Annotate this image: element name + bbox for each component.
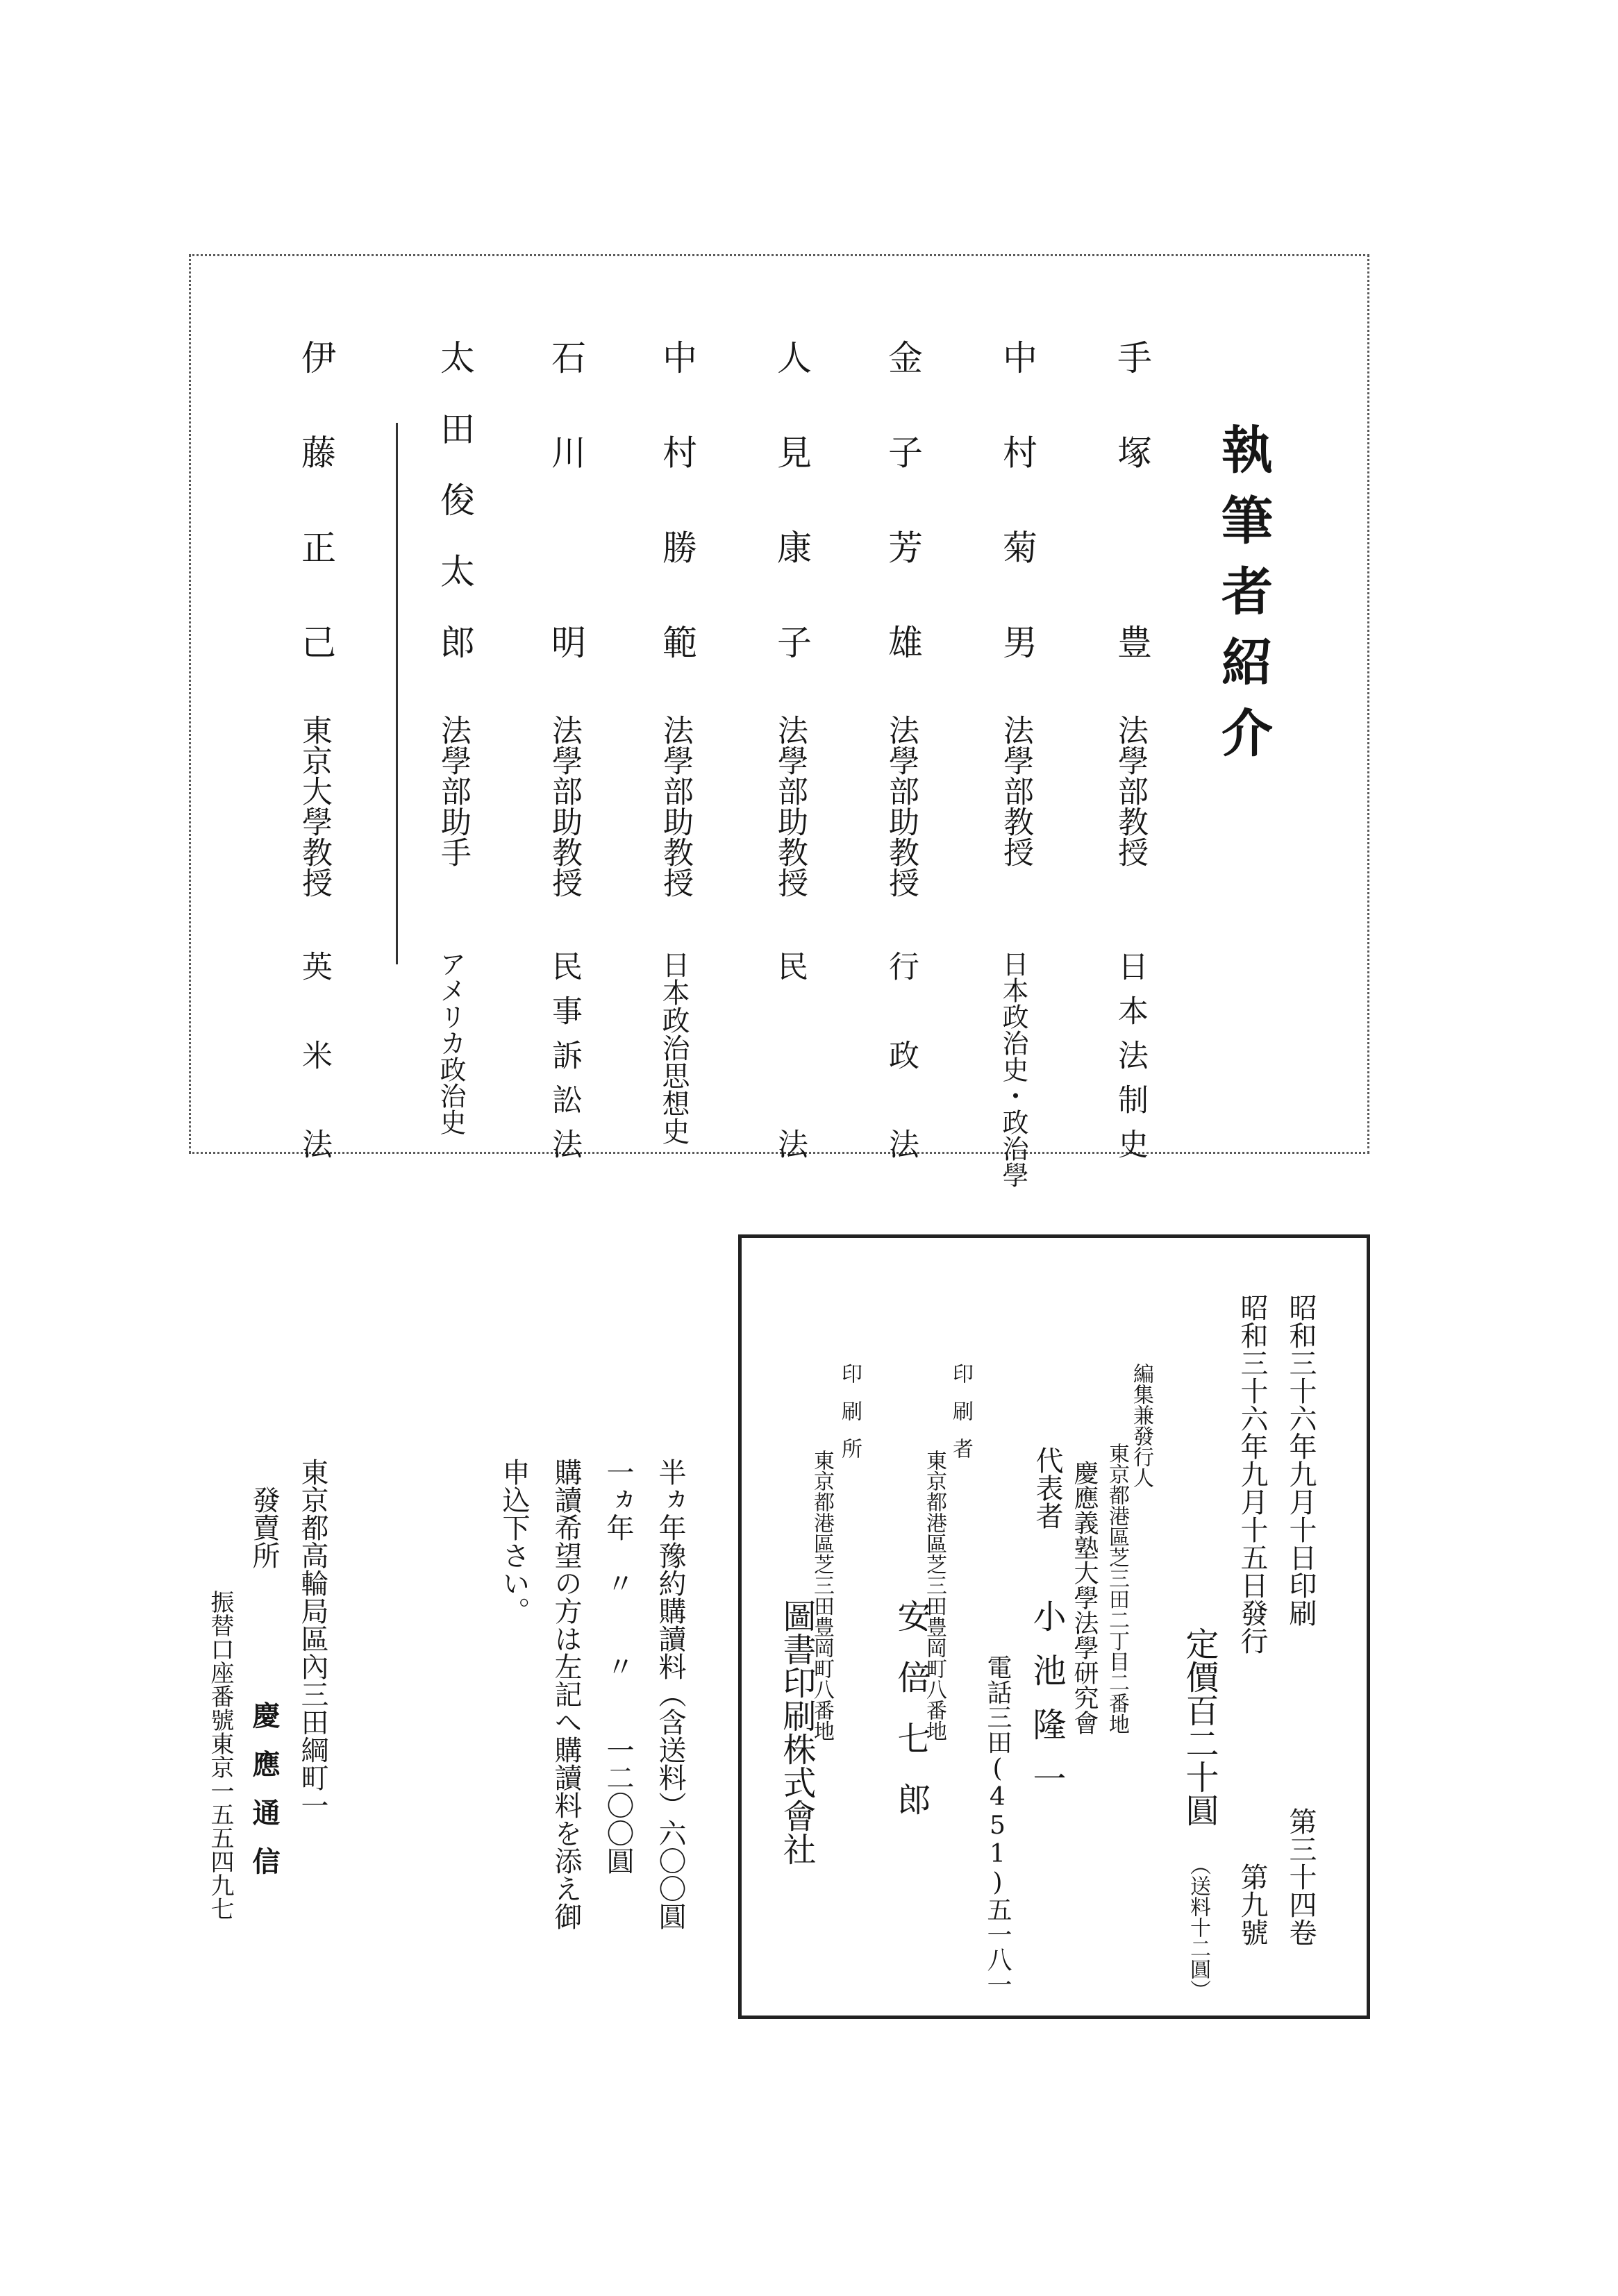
editor-address: 東京都港區芝三田二丁目二番地	[1105, 1443, 1129, 1734]
contributor-entry	[435, 340, 493, 1135]
contributor-rank: 法學部助手	[435, 714, 471, 867]
contributor-name: 金子芳雄	[883, 340, 923, 659]
contributor-field: 日本政治史・政治學	[998, 950, 1028, 1188]
contributor-field: 民事訴訟法	[547, 950, 582, 1159]
price: 定價百二十圓	[1180, 1627, 1219, 1827]
contributor-name: 太田俊太郎	[435, 340, 475, 659]
contributors-title: 執筆者紹介	[1213, 423, 1273, 777]
subscription-instruction-cont: 申込下さい。	[498, 1458, 530, 1625]
editor-representative-name: 小池隆一	[1027, 1599, 1066, 1816]
contributor-rank: 法學部助教授	[772, 714, 808, 898]
seller-account: 振替口座番號東京一五五四九七	[206, 1590, 234, 1920]
contributor-rank: 法學部助教授	[547, 714, 582, 898]
issued-date: 昭和三十六年九月十五日發行	[1236, 1293, 1268, 1654]
contributor-field: 日本政治思想史	[658, 950, 690, 1145]
subscription-full-year: 一ヵ年 〃 〃 一二〇〇圓	[602, 1458, 634, 1875]
contributor-entry	[772, 340, 830, 1159]
issue-number: 第九號	[1236, 1863, 1268, 1946]
contributor-rank: 法學部教授	[998, 714, 1033, 867]
contributor-entry	[1112, 340, 1170, 1159]
editor-label: 編集兼發行人	[1129, 1363, 1153, 1488]
contributor-field: 行政法	[883, 950, 919, 1159]
seller-address: 東京都高輪局區內三田綱町一	[297, 1458, 328, 1819]
contributor-rank: 東京大學教授	[297, 714, 332, 898]
contributor-field: 日本法制史	[1112, 950, 1148, 1159]
contributor-field: 民法	[772, 950, 808, 1159]
contributor-rank: 法學部助教授	[883, 714, 919, 898]
contributor-name: 人見康子	[772, 340, 812, 659]
contributor-name: 中村菊男	[997, 340, 1037, 659]
postage: （送料十二圓）	[1186, 1854, 1210, 2000]
seller-name: 慶應通信	[248, 1701, 281, 1895]
contributor-entry	[546, 340, 604, 1159]
editor-organization: 慶應義塾大學法學研究會	[1070, 1460, 1099, 1735]
contributor-rank: 法學部教授	[1112, 714, 1148, 867]
volume-number: 第三十四卷	[1285, 1807, 1317, 1946]
contributor-name: 中村勝範	[657, 340, 697, 659]
contributors-box	[189, 254, 1369, 1188]
contributor-field: アメリカ政治史	[435, 950, 466, 1135]
subscription-instruction: 購讀希望の方は左記へ購讀料を添え御	[550, 1458, 582, 1930]
subscription-half-year: 半ヵ年豫約購讀料（含送料）六〇〇圓	[654, 1458, 686, 1930]
printed-date: 昭和三十六年九月十日印刷	[1285, 1293, 1317, 1627]
print-shop-name: 圖書印刷株式會社	[777, 1599, 816, 1866]
printer-name: 安倍七郎	[892, 1599, 931, 1843]
contributor-name: 伊藤正己	[296, 340, 336, 659]
printer-label: 印刷者	[949, 1363, 973, 1475]
print-shop-label: 印刷所	[837, 1363, 862, 1475]
contributor-name: 石川 明	[546, 340, 586, 659]
contributor-entry	[296, 340, 354, 1159]
contributor-field: 英米法	[297, 950, 332, 1159]
print-shop-address: 東京都港區芝三田豊岡町八番地	[810, 1450, 834, 1741]
editor-representative-label: 代表者	[1031, 1446, 1063, 1530]
contributor-entry	[657, 340, 715, 1145]
contributor-name: 手塚 豊	[1112, 340, 1152, 659]
contributor-entry	[883, 340, 941, 1159]
colophon-box	[738, 1234, 1370, 2019]
printer-address: 東京都港區芝三田豊岡町八番地	[922, 1450, 946, 1741]
contributor-rank: 法學部助教授	[658, 714, 693, 898]
divider-line	[396, 423, 398, 964]
seller-label: 發賣所	[248, 1486, 280, 1569]
editor-phone: 電話三田(451)五一八一	[983, 1654, 1012, 1997]
contributor-entry	[997, 340, 1056, 1188]
